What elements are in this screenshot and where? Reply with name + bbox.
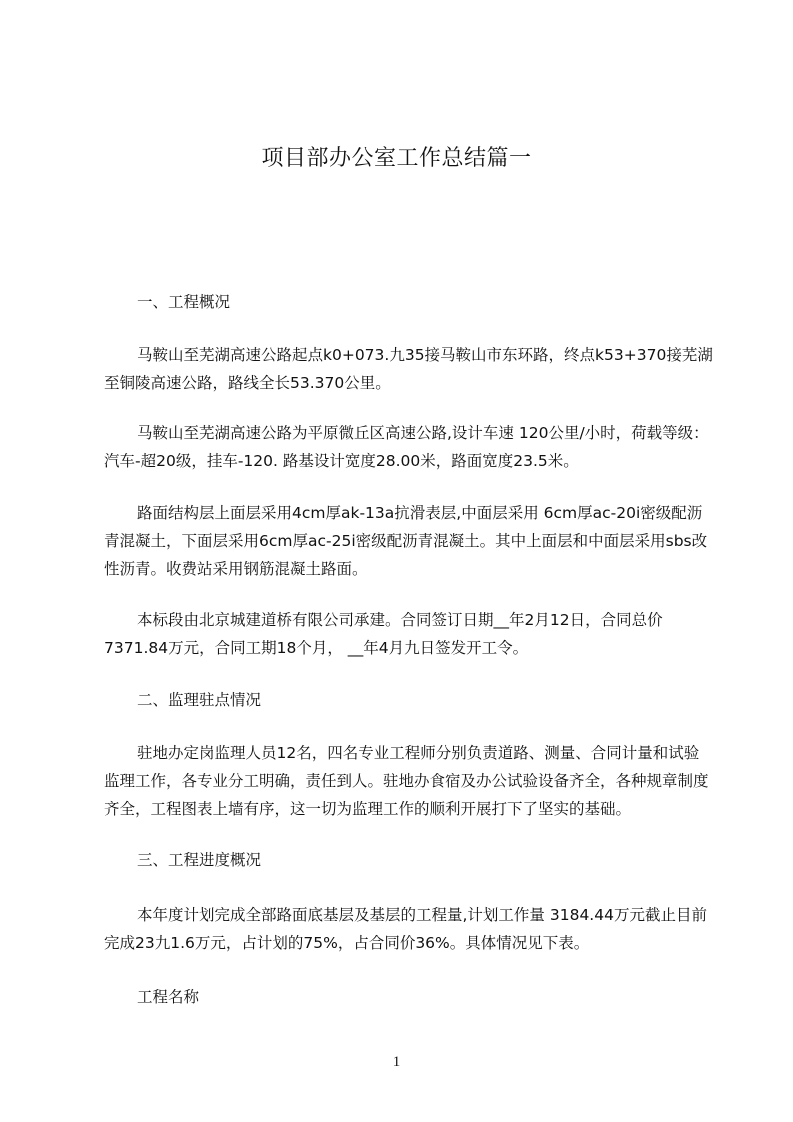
section-heading-overview: 一、工程概况 [137,293,231,311]
paragraph-contract: 本标段由北京城建道桥有限公司承建。合同签订日期__年2月12日，合同总价7371.84万元，合同工期18个月， __年4月九日签发开工令。 [104,611,663,657]
paragraph-pavement-structure: 路面结构层上面层采用4cm厚ak-13a抗滑表层,中面层采用 6cm厚ac-20i密级配沥青混凝土，下面层采用6cm厚ac-25i密级配沥青混凝土。其中上面层和中面层采用sbs改性沥青。收费站采用钢筋混凝土路面。 [104,504,708,578]
paragraph-supervision-staff: 驻地办定岗监理人员12名，四名专业工程师分别负责道路、测量、合同计量和试验监理工作，各专业分工明确，责任到人。驻地办食宿及办公试验设备齐全，各种规章制度齐全，工程图表上墙有序，这一切为监理工作的顺利开展打下了坚实的基础。 [104,744,709,818]
section-heading-progress: 三、工程进度概况 [137,851,262,869]
table-label-project-name: 工程名称 [137,988,200,1006]
document-title: 项目部办公室工作总结篇一 [261,146,532,171]
paragraph-design-speed: 马鞍山至芜湖高速公路为平原微丘区高速公路,设计车速 120公里/小时，荷载等级：汽车-超20级，挂车-120. 路基设计宽度28.00米，路面宽度23.5米。 [104,424,709,470]
page-number: 1 [392,1054,401,1070]
paragraph-progress: 本年度计划完成全部路面底基层及基层的工程量,计划工作量 3184.44万元截止目前完成23九1.6万元，占计划的75%，占合同价36%。具体情况见下表。 [104,906,707,952]
paragraph-route: 马鞍山至芜湖高速公路起点k0+073.九35接马鞍山市东环路，终点k53+370接芜湖至铜陵高速公路，路线全长53.370公里。 [104,346,713,392]
section-heading-supervision: 二、监理驻点情况 [137,691,262,709]
